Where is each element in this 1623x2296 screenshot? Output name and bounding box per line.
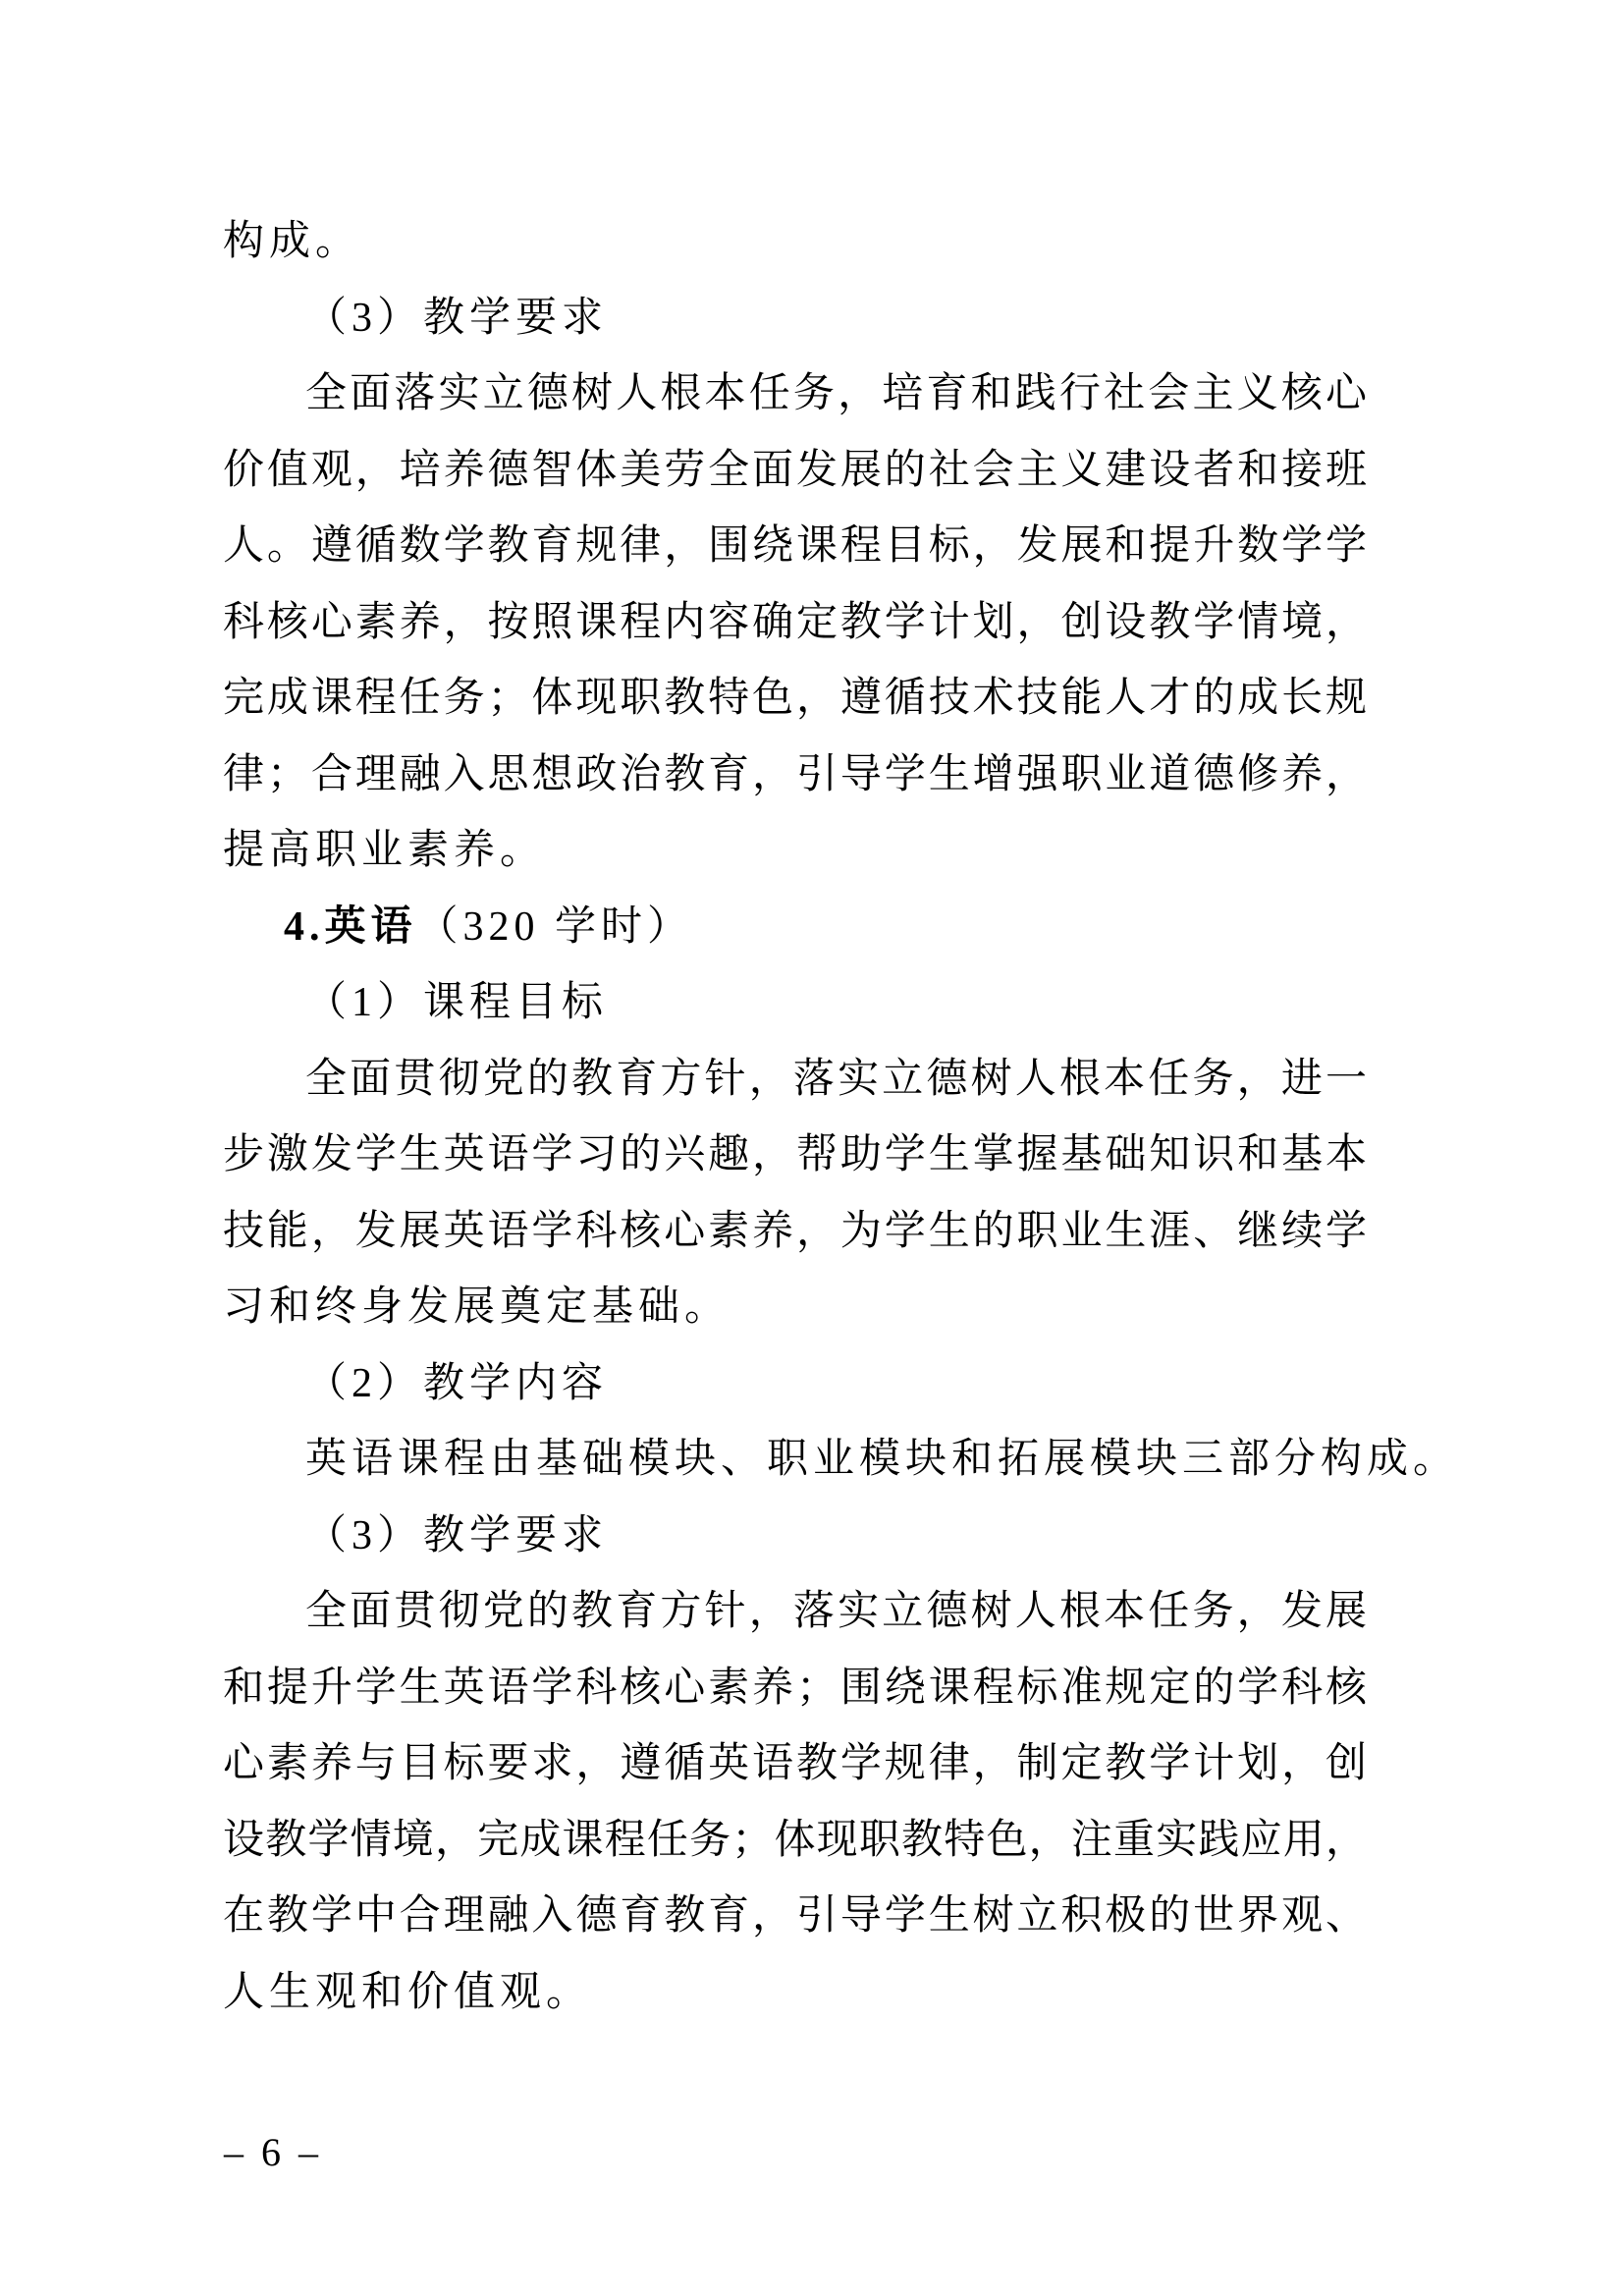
text-line bbox=[223, 1499, 1367, 1575]
text-segment: （2）教学内容 bbox=[305, 1360, 609, 1406]
text-segment: 步激发学生英语学习的兴趣，帮助学生掌握基础知识和基本 bbox=[223, 1132, 1367, 1177]
text-segment: 设教学情境，完成课程任务；体现职教特色，注重实践应用， bbox=[223, 1817, 1367, 1863]
text-segment: 完成课程任务；体现职教特色，遵循技术技能人才的成长规 bbox=[223, 676, 1367, 721]
text-segment-bold: 4.英语 bbox=[284, 903, 417, 950]
text-segment: 和提升学生英语学科核心素养；围绕课程标准规定的学科核 bbox=[223, 1665, 1367, 1711]
text-line bbox=[223, 356, 1367, 433]
text-line bbox=[223, 1346, 1367, 1423]
text-segment: （3）教学要求 bbox=[305, 1512, 609, 1558]
text-segment: 英语课程由基础模块、职业模块和拓展模块三部分构成。 bbox=[305, 1437, 1460, 1482]
text-segment: 心素养与目标要求，遵循英语教学规律，制定教学计划，创 bbox=[223, 1741, 1367, 1786]
text-line bbox=[223, 813, 1367, 890]
text-line bbox=[223, 1803, 1367, 1880]
text-line bbox=[223, 1955, 1367, 2032]
text-line bbox=[223, 281, 1367, 357]
text-line bbox=[223, 204, 1367, 281]
text-segment: 人生观和价值观。 bbox=[223, 1969, 593, 2015]
text-segment: 在教学中合理融入德育教育，引导学生树立积极的世界观、 bbox=[223, 1893, 1367, 1939]
text-line bbox=[223, 1879, 1367, 1955]
text-segment: 律；合理融入思想政治教育，引导学生增强职业道德修养， bbox=[223, 751, 1367, 797]
text-segment: 人。遵循数学教育规律，围绕课程目标，发展和提升数学学 bbox=[223, 523, 1367, 569]
text-line bbox=[223, 1651, 1367, 1727]
text-line bbox=[223, 433, 1367, 510]
document-text-block bbox=[223, 204, 1460, 2031]
text-segment: 全面贯彻党的教育方针，落实立德树人根本任务，进一 bbox=[305, 1056, 1367, 1102]
text-line bbox=[223, 1042, 1367, 1119]
text-line bbox=[223, 661, 1367, 738]
text-segment: 全面落实立德树人根本任务，培育和践行社会主义核心 bbox=[305, 371, 1367, 416]
text-line bbox=[223, 1422, 1460, 1499]
page-number: – 6 – bbox=[224, 2130, 322, 2174]
text-line bbox=[223, 1726, 1367, 1803]
text-segment: （1）课程目标 bbox=[305, 980, 609, 1025]
text-segment: 技能，发展英语学科核心素养，为学生的职业生涯、继续学 bbox=[223, 1208, 1367, 1254]
text-segment: （3）教学要求 bbox=[305, 295, 609, 341]
text-line bbox=[223, 965, 1367, 1042]
text-segment: 习和终身发展奠定基础。 bbox=[223, 1285, 731, 1330]
text-line bbox=[223, 1574, 1367, 1651]
text-line bbox=[223, 1118, 1367, 1194]
text-segment: 构成。 bbox=[223, 219, 362, 264]
text-segment: 提高职业素养。 bbox=[223, 828, 547, 873]
text-segment: 价值观，培养德智体美劳全面发展的社会主义建设者和接班 bbox=[223, 447, 1367, 493]
text-line bbox=[223, 585, 1367, 662]
text-line bbox=[223, 509, 1367, 585]
text-line bbox=[223, 1270, 1367, 1346]
text-segment: 全面贯彻党的教育方针，落实立德树人根本任务，发展 bbox=[305, 1589, 1367, 1634]
text-segment: （320 学时） bbox=[416, 903, 694, 950]
text-segment: 科核心素养，按照课程内容确定教学计划，创设教学情境， bbox=[223, 599, 1367, 645]
text-line bbox=[223, 738, 1367, 814]
text-line bbox=[223, 890, 1367, 966]
text-line bbox=[223, 1194, 1367, 1271]
